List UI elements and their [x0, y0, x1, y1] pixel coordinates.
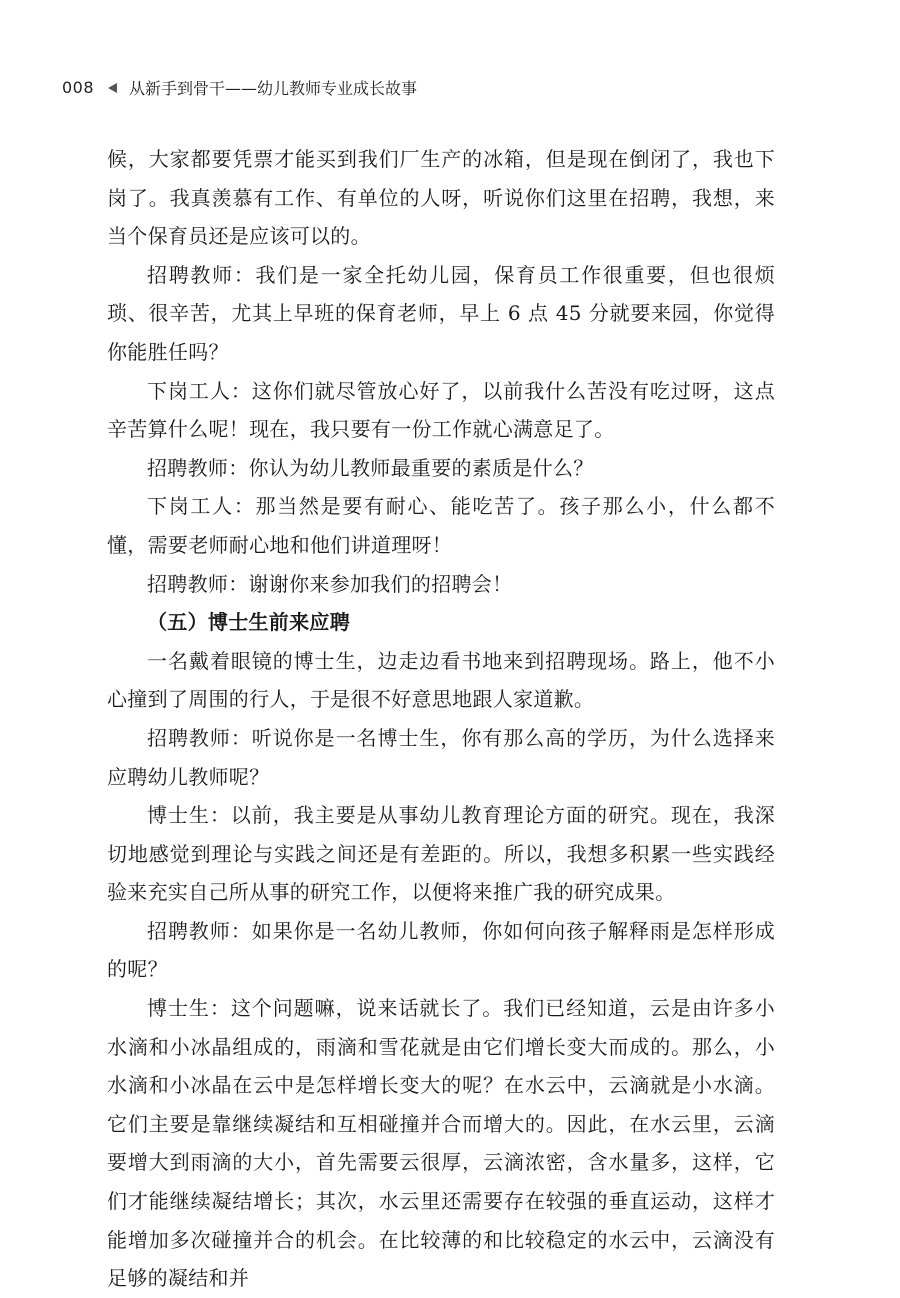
left-triangle-icon	[108, 83, 117, 93]
book-title: 从新手到骨干——幼儿教师专业成长故事	[129, 79, 418, 98]
paragraph: 下岗工人：这你们就尽管放心好了，以前我什么苦没有吃过呀，这点辛苦算什么呢！现在，我只要有一份工作就心满意足了。	[107, 378, 775, 442]
section-heading: （五）博士生前来应聘	[147, 610, 350, 635]
paragraph: 一名戴着眼镜的博士生，边走边看书地来到招聘现场。路上，他不小心撞到了周围的行人，于是很不好意思地跟人家道歉。	[107, 648, 775, 712]
paragraph: 招聘教师：我们是一家全托幼儿园，保育员工作很重要，但也很烦琐、很辛苦，尤其上早班的保育老师，早上 6 点 45 分就要来园，你觉得你能胜任吗？	[107, 262, 775, 364]
paragraph: 招聘教师：如果你是一名幼儿教师，你如何向孩子解释雨是怎样形成的呢？	[107, 918, 775, 982]
paragraph: 下岗工人：那当然是要有耐心、能吃苦了。孩子那么小，什么都不懂，需要老师耐心地和他们讲道理呀！	[107, 494, 775, 557]
paragraph: 招聘教师：你认为幼儿教师最重要的素质是什么？	[147, 455, 594, 480]
page-number: 008	[62, 78, 95, 97]
body-text	[107, 140, 775, 1298]
paragraph: 博士生：以前，我主要是从事幼儿教育理论方面的研究。现在，我深切地感觉到理论与实践之间还是有差距的。所以，我想多积累一些实践经验来充实自己所从事的研究工作，以便将来推广我的研究成果。	[107, 803, 775, 905]
paragraph: 博士生：这个问题嘛，说来话就长了。我们已经知道，云是由许多小水滴和小冰晶组成的，雨滴和雪花就是由它们增长变大而成的。那么，小水滴和小冰晶在云中是怎样增长变大的呢？在水云中，云滴就是小水滴。它们主要是靠继续凝结和互相碰撞并合而增大的。因此，在水云里，云滴要增大到雨滴的大小，首先需要云很厚，云滴浓密，含水量多，这样，它们才能继续凝结增长；其次，水云里还需要存在较强的垂直运动，这样才能增加多次碰撞并合的机会。在比较薄的和比较稳定的水云中，云滴没有足够的凝结和并	[107, 996, 775, 1291]
paragraph: 招聘教师：谢谢你来参加我们的招聘会！	[147, 571, 513, 596]
running-header	[62, 76, 417, 99]
paragraph: 招聘教师：听说你是一名博士生，你有那么高的学历，为什么选择来应聘幼儿教师呢？	[107, 725, 775, 789]
paragraph-continued: 候，大家都要凭票才能买到我们厂生产的冰箱，但是现在倒闭了，我也下岗了。我真羡慕有工作、有单位的人呀，听说你们这里在招聘，我想，来当个保育员还是应该可以的。	[107, 147, 775, 249]
